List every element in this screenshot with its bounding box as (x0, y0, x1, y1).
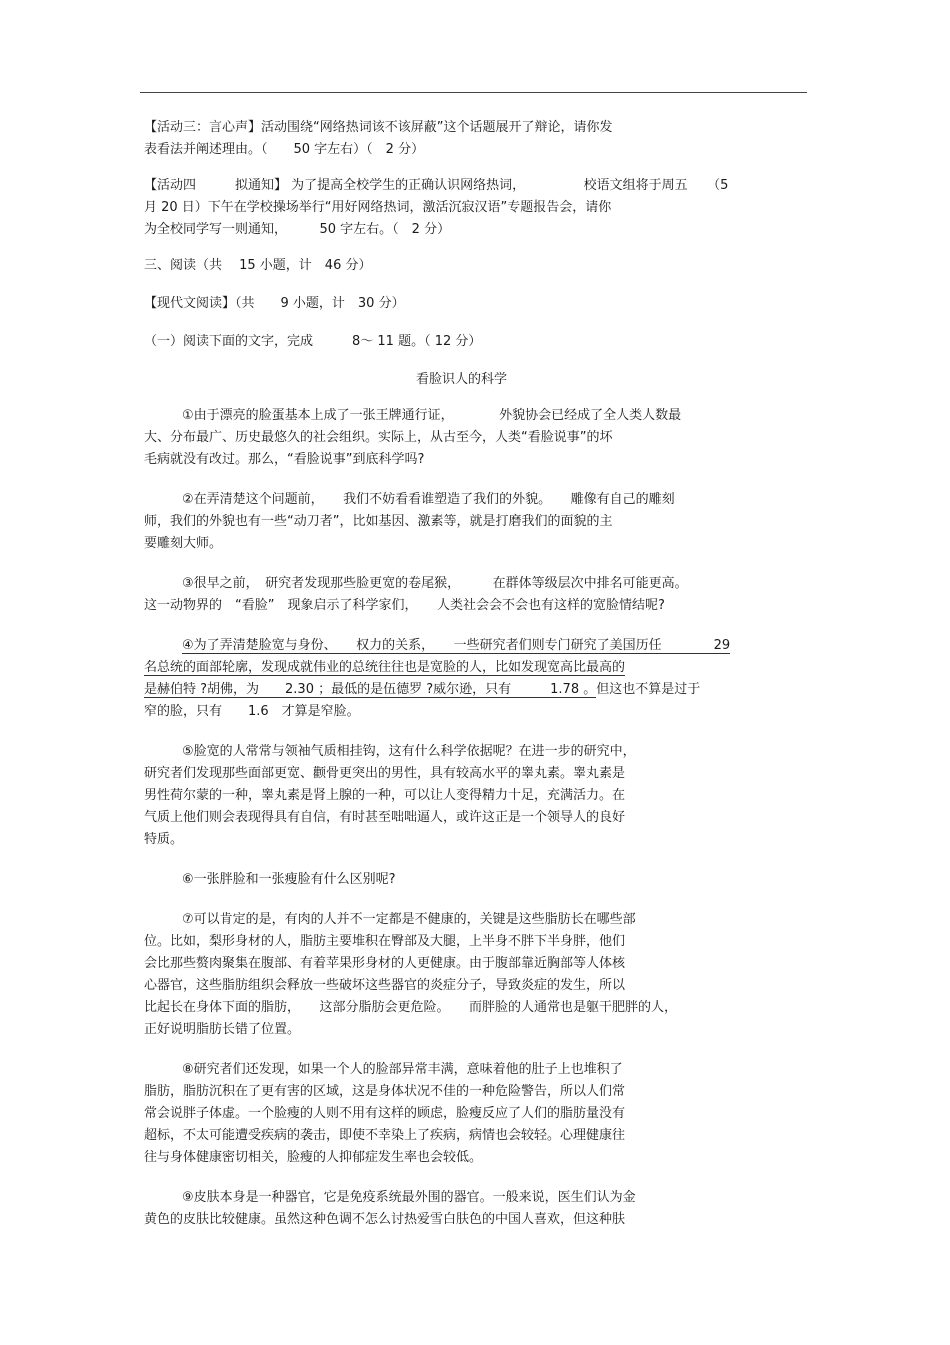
activity-4 (144, 175, 809, 241)
paragraph-2 (144, 489, 809, 555)
text-line: ⑤脸宽的人常常与领袖气质相挂钩，这有什么科学依据呢？在进一步的研究中， (182, 744, 636, 759)
text-line: 这一动物界的 “看脸” 现象启示了科学家们， 人类社会会不会也有这样的宽脸情结呢? (144, 598, 665, 613)
text-line: ③很早之前， 研究者发现那些脸更宽的卷尾猴， 在群体等级层次中排名可能更高。 (182, 576, 688, 591)
paragraph-5 (144, 741, 809, 851)
text-line: 往与身体健康密切相关，脸瘦的人抑郁症发生率也会较低。 (144, 1150, 483, 1165)
text-line: 表看法并阐述理由。（ 50 字左右）（ 2 分） (144, 142, 425, 157)
text-line: ②在弄清楚这个问题前， 我们不妨看看谁塑造了我们的外貌。 雕像有自己的雕刻 (182, 492, 675, 507)
text-line: 特质。 (144, 832, 184, 847)
text-line: ⑨皮肤本身是一种器官，它是免疫系统最外围的器官。一般来说，医生们认为金 (182, 1190, 636, 1205)
text-line: 气质上他们则会表现得具有自信，有时甚至咄咄逼人，或许这正是一个领导人的良好 (144, 810, 626, 825)
text-line: 要雕刻大师。 (144, 536, 223, 551)
text-line: ①由于漂亮的脸蛋基本上成了一张王牌通行证， 外貌协会已经成了全人类人数最 (182, 408, 682, 423)
text-line: ⑥一张胖脸和一张瘦脸有什么区别呢? (182, 872, 396, 887)
text-line: 黄色的皮肤比较健康。虽然这种色调不怎么讨热爱雪白肤色的中国人喜欢，但这种肤 (144, 1212, 626, 1227)
text-line: 窄的脸，只有 1.6 才算是窄脸。 (144, 704, 360, 719)
text-line: 脂肪，脂肪沉积在了更有害的区域，这是身体状况不佳的一种危险警告，所以人们常 (144, 1084, 626, 1099)
text-line: 大、分布最广、历史最悠久的社会组织。实际上，从古至今，人类“看脸说事”的坏 (144, 430, 613, 445)
text-line: ⑧研究者们还发现，如果一个人的脸部异常丰满，意味着他的肚子上也堆积了 (182, 1062, 623, 1077)
article-title: 看脸识人的科学 (415, 372, 507, 387)
text-line: 心器官，这些脂肪组织会释放一些破坏这些器官的炎症分子，导致炎症的发生，所以 (144, 978, 626, 993)
text-line-underlined: ④为了弄清楚脸宽与身份、 权力的关系， 一些研究者们则专门研究了美国历任 29 (182, 638, 731, 653)
text-line-underlined: 名总统的面部轮廓，发现成就伟业的总统往往也是宽脸的人，比如发现宽高比最高的 (144, 660, 626, 675)
text-line: 超标，不太可能遭受疾病的袭击，即使不幸染上了疾病，病情也会较轻。心理健康往 (144, 1128, 626, 1143)
text-line: 男性荷尔蒙的一种，睾丸素是肾上腺的一种，可以让人变得精力十足，充满活力。在 (144, 788, 626, 803)
header-rule (140, 92, 807, 93)
text-line: 常会说胖子体虚。一个脸瘦的人则不用有这样的顾虑，脸瘦反应了人们的脂肪量没有 (144, 1106, 626, 1121)
paragraph-1 (144, 405, 809, 471)
text-line: 【活动四 拟通知】 为了提高全校学生的正确认识网络热词， 校语文组将于周五 （5 (144, 178, 729, 193)
text-line: 师，我们的外貌也有一些“动刀者”，比如基因、激素等，就是打磨我们的面貌的主 (144, 514, 613, 529)
text-line: ⑦可以肯定的是，有肉的人并不一定都是不健康的，关键是这些脂肪长在哪些部 (182, 912, 636, 927)
text-line: 正好说明脂肪长错了位置。 (144, 1022, 301, 1037)
text-line: 毛病就没有改过。那么，“看脸说事”到底科学吗? (144, 452, 425, 467)
text-line: 位。比如，梨形身材的人，脂肪主要堆积在臀部及大腿，上半身不胖下半身胖，他们 (144, 934, 626, 949)
text-line: 会比那些赘肉聚集在腹部、有着苹果形身材的人更健康。由于腹部靠近胸部等人体核 (144, 956, 626, 971)
paragraph-3 (144, 573, 809, 617)
paragraph-8 (144, 1059, 809, 1169)
text-line: 比起长在身体下面的脂肪， 这部分脂肪会更危险。 而胖脸的人通常也是躯干肥胖的人， (144, 1000, 678, 1015)
paragraph-6 (144, 869, 809, 891)
activity-3 (144, 117, 809, 161)
text-line: 为全校同学写一则通知， 50 字左右。（ 2 分） (144, 222, 451, 237)
part-1-instruction: （一）阅读下面的文字，完成 8～ 11 题。（ 12 分） (144, 334, 482, 349)
paragraph-4-underlined (144, 635, 809, 723)
section-3-heading: 三、阅读（共 15 小题，计 46 分） (144, 258, 372, 273)
paragraph-7 (144, 909, 809, 1041)
text-line: 月 20 日）下午在学校操场举行“用好网络热词，激活沉寂汉语”专题报告会，请你 (144, 200, 612, 215)
text-line: 是赫伯特 ?胡佛，为 2.30 ；最低的是伍德罗 ?威尔逊，只有 1.78 。但这也不算是过于 (144, 682, 701, 697)
modern-reading-heading: 【现代文阅读】（共 9 小题，计 30 分） (144, 296, 405, 311)
text-line: 研究者们发现那些面部更宽、颧骨更突出的男性，具有较高水平的睾丸素。睾丸素是 (144, 766, 626, 781)
paragraph-9 (144, 1187, 809, 1231)
text-line: 【活动三：言心声】活动围绕“网络热词该不该屏蔽”这个话题展开了辩论，请你发 (144, 120, 613, 135)
document-page (144, 117, 809, 1231)
